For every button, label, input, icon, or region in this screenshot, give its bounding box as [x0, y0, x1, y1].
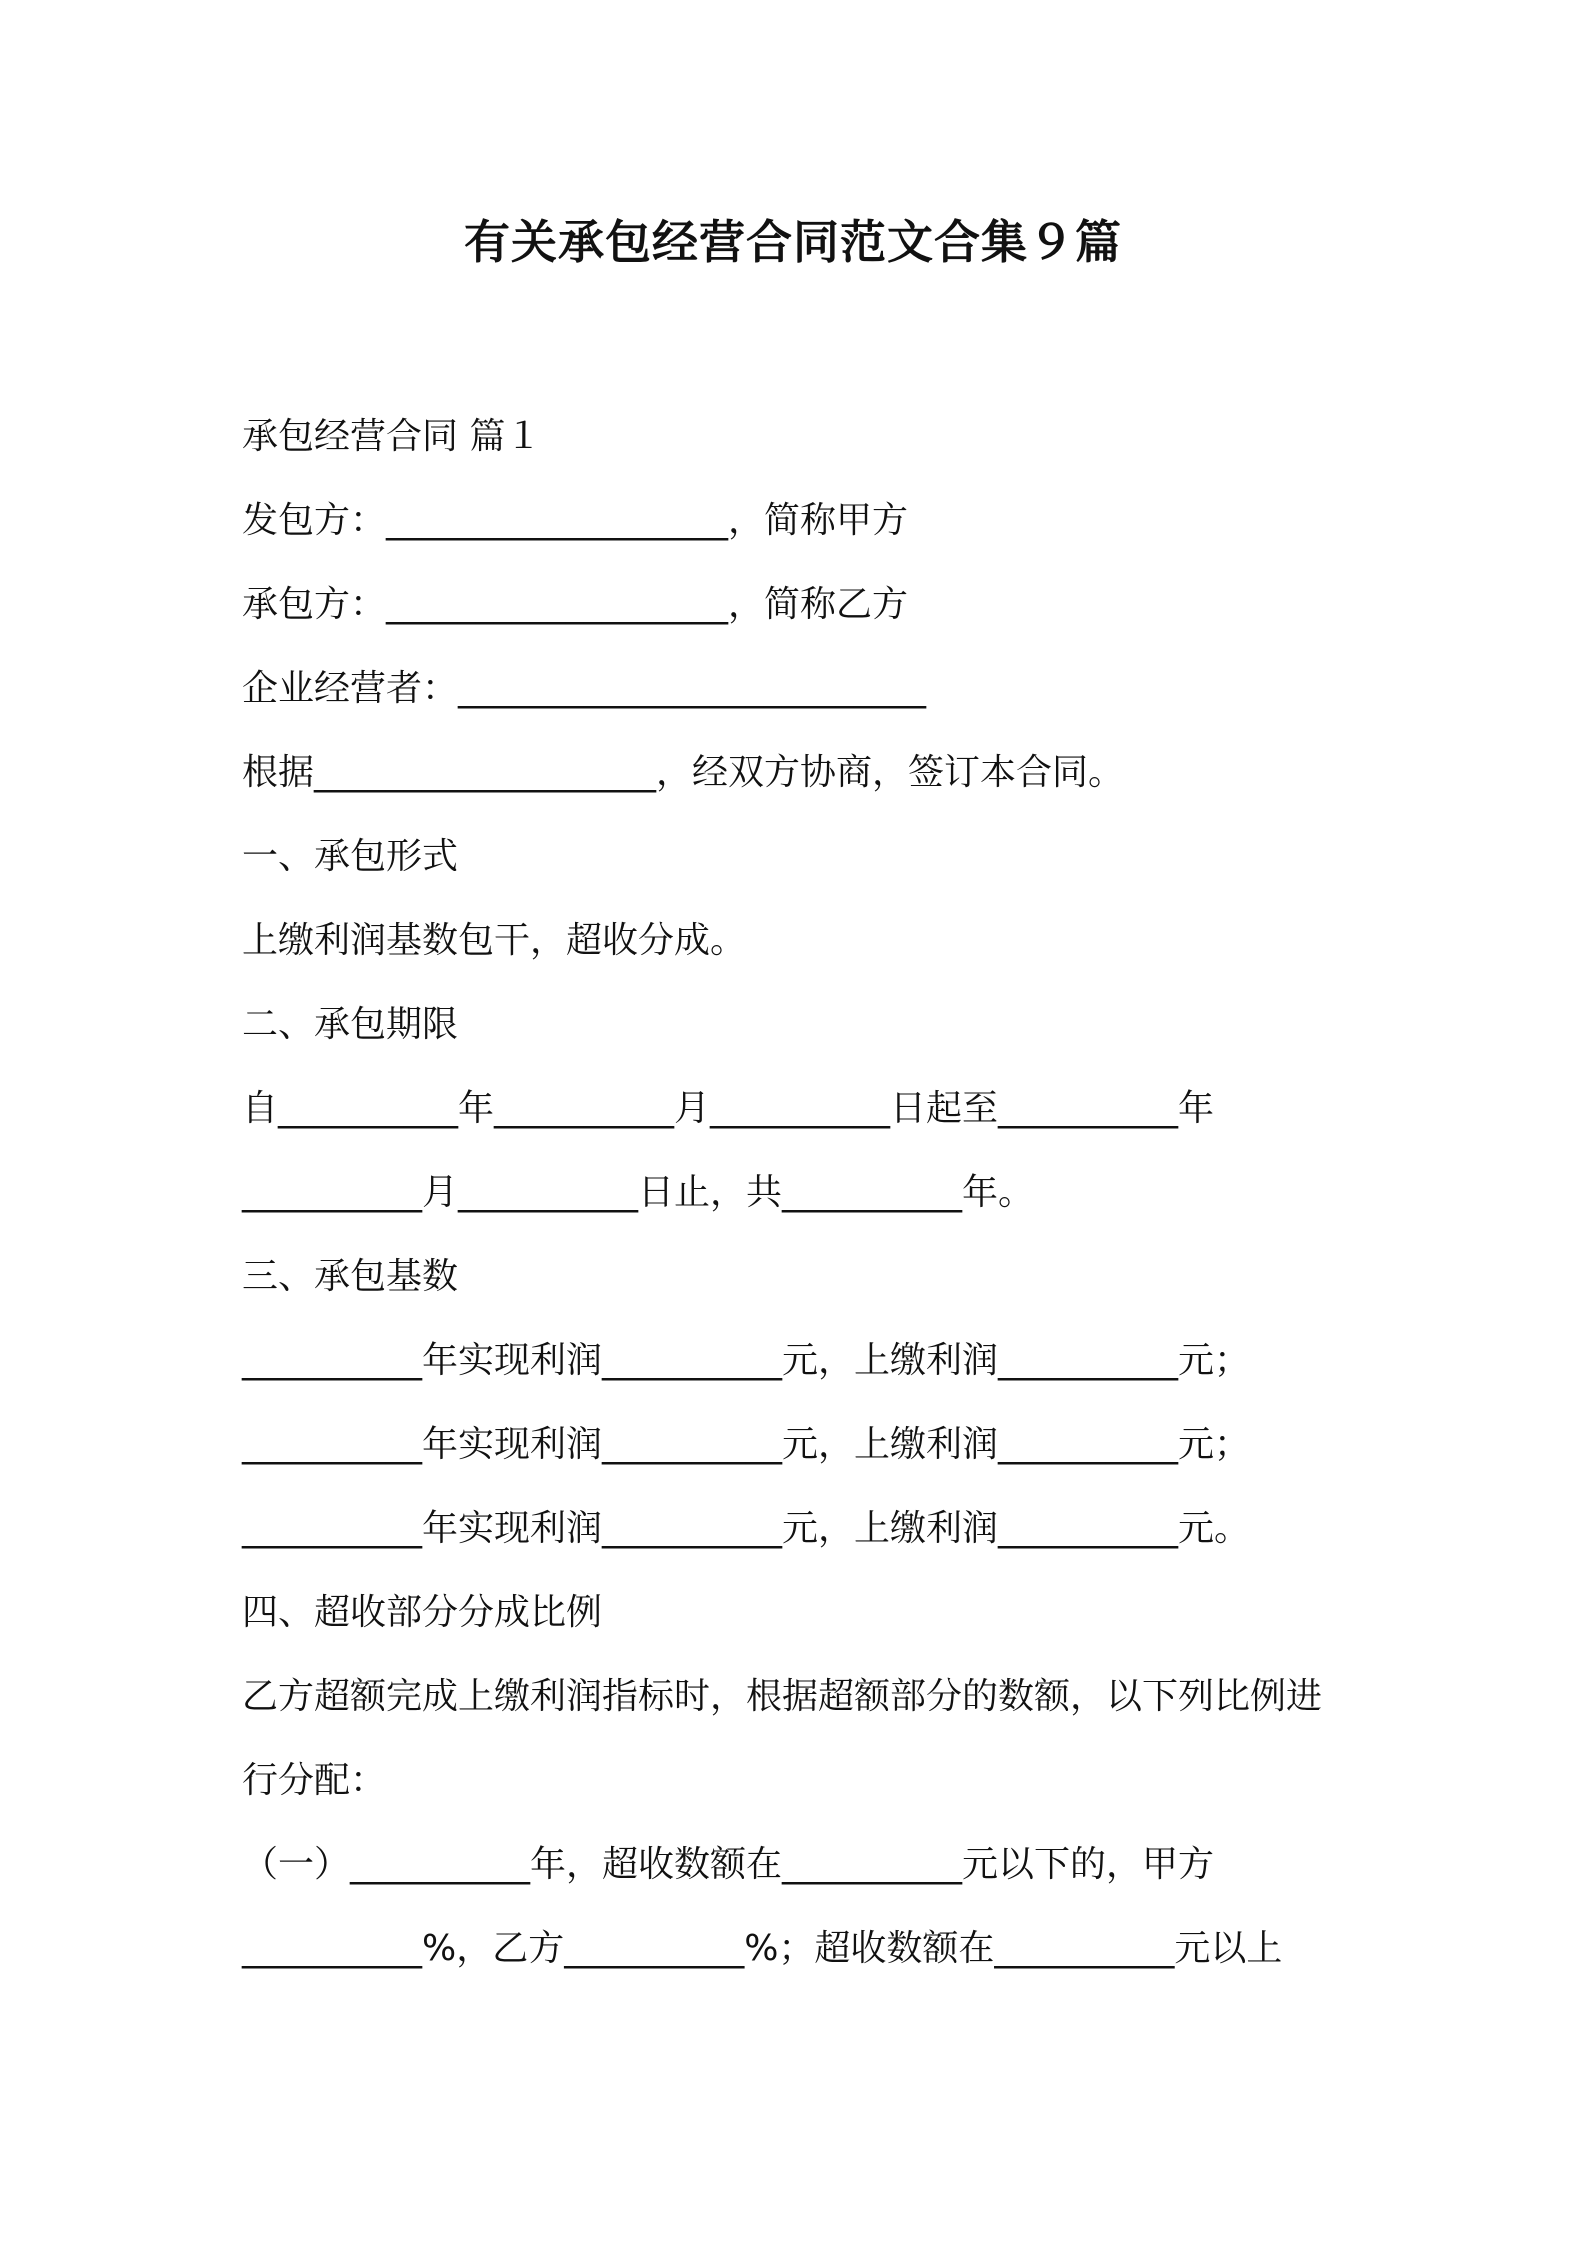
paragraph-line: 上缴利润基数包干，超收分成。	[242, 920, 747, 961]
paragraph-line: 自__________年__________月__________日起至__________年	[242, 1088, 1215, 1129]
paragraph-line: __________年实现利润__________元，上缴利润__________元；	[242, 1340, 1251, 1381]
paragraph-line: 乙方超额完成上缴利润指标时，根据超额部分的数额，以下列比例进	[242, 1676, 1323, 1717]
clause-heading: 二、承包期限	[242, 1004, 459, 1045]
paragraph-line: （一）__________年，超收数额在__________元以下的，甲方	[242, 1844, 1215, 1885]
paragraph-line: 根据___________________，经双方协商，签订本合同。	[242, 752, 1125, 793]
paragraph-line: __________年实现利润__________元，上缴利润__________元。	[242, 1508, 1251, 1549]
contract-party-line: 发包方：___________________，简称甲方	[242, 500, 909, 541]
clause-heading: 三、承包基数	[242, 1256, 459, 1297]
contract-party-line: 承包方：___________________，简称乙方	[242, 584, 909, 625]
section-heading: 承包经营合同 篇１	[242, 416, 542, 457]
document-title: 有关承包经营合同范文合集９篇	[464, 215, 1122, 269]
paragraph-line: __________%，乙方__________%；超收数额在__________元以上	[242, 1928, 1283, 1969]
clause-heading: 四、超收部分分成比例	[242, 1592, 603, 1633]
contract-party-line: 企业经营者：__________________________	[242, 668, 927, 709]
paragraph-line: 行分配：	[242, 1760, 387, 1801]
paragraph-line: __________月__________日止，共__________年。	[242, 1172, 1035, 1213]
paragraph-line: __________年实现利润__________元，上缴利润__________元；	[242, 1424, 1251, 1465]
clause-heading: 一、承包形式	[242, 836, 459, 877]
